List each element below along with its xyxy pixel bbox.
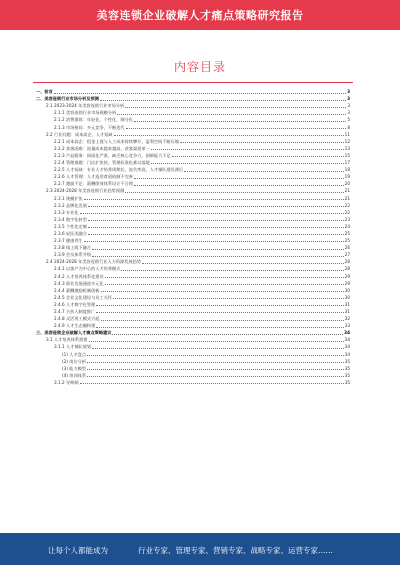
toc-entry-page: 3: [347, 96, 350, 102]
toc-entry-page: 32: [344, 316, 350, 322]
toc-entry[interactable]: [36, 322, 350, 329]
toc-entry[interactable]: [36, 102, 350, 109]
toc-entry-label: 2.4.1 以客户为中心的人才培养模式: [54, 266, 121, 272]
toc-entry-page: 12: [344, 138, 350, 144]
toc-entry-label: 2.2.2 获客困难：流量成本越来越高，获客渠道单一: [54, 145, 150, 151]
toc-entry-page: 8: [347, 124, 350, 130]
toc-entry-label: 2.2.5 人才短缺：专业人才培养周期长，流失率高，人才梯队建设滞后: [54, 167, 184, 173]
toc-leader-dots: [88, 206, 344, 207]
toc-entry-page: 3: [347, 89, 350, 95]
toc-leader-dots: [180, 142, 344, 143]
toc-entry[interactable]: [36, 287, 350, 294]
toc-entry-label: 2.3.3 专业化: [54, 209, 79, 215]
toc-entry-label: 2.1 2023-2024 年美容连锁行业市场分析: [46, 103, 125, 109]
toc-entry-label: 三、美容连锁企业破解人才痛点策略建议: [36, 330, 112, 336]
toc-entry-label: 2.2.6 人才管理：人才选用育留机制不完善: [54, 174, 133, 180]
toc-leader-dots: [87, 369, 344, 370]
toc-entry-label: 3.1.2 导师制: [54, 379, 79, 385]
toc-entry[interactable]: [36, 280, 350, 287]
toc-entry[interactable]: [36, 116, 350, 123]
toc-entry-page: 13: [344, 145, 350, 151]
toc-entry-page: 29: [344, 273, 350, 279]
toc-entry-label: 2.4.5 企业文化建设与员工关怀: [54, 294, 113, 300]
toc-entry-label: 2.3.2 品牌化发展: [54, 202, 87, 208]
toc-entry[interactable]: [36, 152, 350, 159]
toc-leader-dots: [100, 100, 346, 101]
toc-entry-label: 2.3 2024-2028 年美容连锁行业趋势预测: [46, 188, 125, 194]
toc-leader-dots: [101, 320, 344, 321]
toc-leader-dots: [87, 376, 344, 377]
toc-entry-page: 31: [344, 309, 350, 314]
toc-leader-dots: [96, 305, 343, 306]
toc-entry[interactable]: [36, 166, 350, 173]
toc-entry[interactable]: [36, 272, 350, 279]
toc-entry-label: 2.3.4 数字化转型: [54, 216, 87, 222]
toc-entry[interactable]: [36, 315, 350, 322]
toc-entry-page: 28: [344, 266, 350, 272]
toc-entry-page: 27: [344, 252, 350, 258]
toc-leader-dots: [92, 256, 344, 257]
toc-entry[interactable]: [36, 237, 350, 244]
toc-entry[interactable]: [36, 123, 350, 130]
toc-entry-page: 33: [344, 323, 350, 329]
toc-entry[interactable]: [36, 265, 350, 272]
toc-entry-page: 15: [344, 152, 350, 158]
toc-entry-page: 3: [347, 110, 350, 116]
toc-leader-dots: [92, 348, 344, 349]
toc-entry[interactable]: [36, 294, 350, 301]
toc-entry-page: 31: [344, 301, 350, 307]
toc-entry-label: 2.3.5 个性化定制: [54, 223, 87, 229]
toc-entry-label: 2.2.4 管理难题：门店扩张快，管理标准化难以落地: [54, 160, 150, 166]
toc-entry-page: 11: [344, 131, 350, 137]
toc-leader-dots: [113, 298, 344, 299]
toc-entry-page: 35: [344, 365, 350, 371]
toc-leader-dots: [151, 149, 344, 150]
toc-entry[interactable]: [36, 187, 350, 194]
toc-entry[interactable]: [36, 301, 350, 308]
toc-leader-dots: [142, 263, 344, 264]
toc-entry[interactable]: [36, 372, 350, 379]
toc-entry-page: 35: [344, 379, 350, 385]
toc-leader-dots: [134, 185, 344, 186]
footer-bar: [0, 533, 400, 565]
toc-entry-page: 34: [344, 344, 350, 350]
toc-entry[interactable]: [36, 138, 350, 145]
toc-entry[interactable]: [36, 336, 350, 343]
toc-leader-dots: [125, 192, 343, 193]
toc-entry-label: 2.3.7 健康养生: [54, 238, 83, 244]
toc-entry-label: 一、前言: [36, 89, 53, 95]
toc-entry-page: 22: [344, 202, 350, 208]
toc-entry-page: 34: [344, 330, 350, 336]
toc-entry[interactable]: [36, 230, 350, 237]
toc-entry-page: 5: [347, 117, 350, 123]
toc-entry[interactable]: [36, 216, 350, 223]
toc-entry-label: (4) 培训体系: [62, 372, 87, 378]
toc-entry[interactable]: [36, 244, 350, 251]
toc-entry-label: 2.1.2 消费群体：年轻化、个性化、细分化: [54, 117, 133, 123]
toc-leader-dots: [80, 213, 344, 214]
toc-entry[interactable]: [36, 308, 350, 315]
toc-entry-page: 26: [344, 245, 350, 251]
toc-entry[interactable]: [36, 251, 350, 258]
toc-entry-label: 2.3.9 会员体系升级: [54, 252, 92, 258]
toc-entry-page: 30: [344, 294, 350, 300]
toc-heading-divider: [33, 82, 353, 83]
toc-leader-dots: [126, 128, 347, 129]
toc-entry-label: 2.4.4 薪酬激励机制创新: [54, 287, 100, 293]
toc-entry[interactable]: [36, 343, 350, 350]
toc-entry-label: (1) 人才盘点: [62, 351, 87, 357]
toc-leader-dots: [105, 284, 344, 285]
toc-entry[interactable]: [36, 159, 350, 166]
toc-leader-dots: [151, 163, 344, 164]
toc-leader-dots: [84, 241, 344, 242]
toc-leader-dots: [87, 355, 344, 356]
toc-entry-label: 2.3.1 规模扩张: [54, 195, 83, 201]
toc-entry[interactable]: [36, 358, 350, 365]
toc-leader-dots: [88, 220, 344, 221]
toc-leader-dots: [184, 171, 343, 172]
toc-leader-dots: [54, 93, 346, 94]
toc-entry-page: 23: [344, 216, 350, 222]
toc-leader-dots: [172, 156, 344, 157]
toc-entry-label: 2.4 2024-2028 年美容连锁行业人力资源发展趋势: [46, 259, 141, 265]
toc-leader-dots: [134, 121, 346, 122]
toc-entry-page: 28: [344, 259, 350, 265]
toc-entry[interactable]: [36, 223, 350, 230]
toc-entry-label: 2.4.7 合伙人制度推广: [54, 309, 96, 314]
toc-entry-label: (3) 能力模型: [62, 365, 87, 371]
toc-entry-label: (2) 岗位分析: [62, 358, 87, 364]
toc-entry-page: 18: [344, 167, 350, 173]
toc-entry-page: 24: [344, 223, 350, 229]
toc-entry-page: 20: [344, 181, 350, 187]
toc-entry-page: 34: [344, 351, 350, 357]
toc-entry-label: 二、美容连锁行业市场分析及预测: [36, 96, 99, 102]
toc-entry-label: 2.4.6 人才数字化管理: [54, 301, 96, 307]
toc-leader-dots: [88, 234, 344, 235]
toc-entry-page: 17: [344, 160, 350, 166]
toc-leader-dots: [121, 270, 343, 271]
footer-slogan: 让每个人都能成为: [48, 546, 108, 555]
toc-leader-dots: [114, 135, 344, 136]
toc-entry-page: 21: [344, 188, 350, 194]
toc-entry-page: 35: [344, 358, 350, 364]
toc-entry-label: 2.2.1 成本高企：租金上涨与人工成本持续攀升，盈利空间不断压缩: [54, 138, 180, 144]
toc-entry[interactable]: [36, 350, 350, 357]
toc-entry-label: 2.4.2 人才培养体系化建设: [54, 273, 104, 279]
toc-entry-label: 2.2.3 产品服务：同质化严重，缺乏核心竞争力，创新能力不足: [54, 152, 171, 158]
toc-entry-label: 2.4.8 灵活用工模式兴起: [54, 316, 100, 322]
toc-leader-dots: [117, 114, 346, 115]
toc-entry[interactable]: [36, 379, 350, 386]
toc-entry-page: 21: [344, 195, 350, 201]
toc-leader-dots: [96, 327, 343, 328]
toc-entry-label: 2.4.9 人才生态圈构建: [54, 323, 96, 329]
toc-entry-page: 3: [347, 103, 350, 109]
toc-leader-dots: [87, 362, 344, 363]
toc-entry[interactable]: [36, 88, 350, 95]
toc-entry[interactable]: [36, 131, 350, 138]
toc-entry-label: 3.1.1 人才梯队规划: [54, 344, 92, 350]
toc-entry[interactable]: [36, 202, 350, 209]
toc-entry[interactable]: [36, 173, 350, 180]
toc-entry-page: 22: [344, 209, 350, 215]
toc-leader-dots: [84, 199, 344, 200]
toc-heading: 内容目录: [173, 60, 226, 74]
toc-leader-dots: [134, 178, 344, 179]
toc-entry-label: 2.1.3 市场格局：多元竞争，不断迭代: [54, 124, 125, 130]
toc-entry-page: 19: [344, 174, 350, 180]
toc-leader-dots: [101, 291, 344, 292]
toc-entry-page: 30: [344, 287, 350, 293]
toc-entry-label: 2.4.3 职业发展通道多元化: [54, 280, 104, 286]
toc-leader-dots: [80, 383, 344, 384]
report-header-bar: [0, 0, 400, 30]
toc-entry[interactable]: [36, 95, 350, 102]
footer-expert-list: 行业专家、管理专家、营销专家、战略专家、运营专家……: [138, 546, 333, 555]
toc-leader-dots: [125, 107, 346, 108]
toc-entry-page: 29: [344, 280, 350, 286]
toc-entry[interactable]: [36, 109, 350, 116]
report-title: 美容连锁企业破解人才痛点策略研究报告: [96, 9, 304, 22]
toc-entry[interactable]: [36, 194, 350, 201]
toc-entry-label: 2.2.7 激励不足：薪酬绩效体系设计不合理: [54, 181, 133, 187]
toc-entry[interactable]: [36, 329, 350, 336]
toc-entry-label: 2.2 行业问题：成本高企，人才短缺: [46, 131, 113, 137]
toc-leader-dots: [88, 227, 344, 228]
toc-leader-dots: [92, 249, 344, 250]
table-of-contents: [36, 88, 350, 386]
toc-entry-label: 2.3.6 轻医美融合: [54, 230, 87, 236]
toc-entry[interactable]: [36, 365, 350, 372]
toc-entry-page: 25: [344, 238, 350, 244]
toc-entry[interactable]: [36, 209, 350, 216]
toc-entry[interactable]: [36, 180, 350, 187]
toc-entry-label: 2.3.8 线上线下融合: [54, 245, 92, 251]
toc-entry-page: 35: [344, 372, 350, 378]
toc-leader-dots: [96, 312, 343, 313]
toc-leader-dots: [89, 341, 344, 342]
toc-entry-page: 34: [344, 337, 350, 343]
toc-leader-dots: [105, 277, 344, 278]
toc-entry-label: 3.1 人才培养体系搭建: [46, 337, 88, 343]
toc-entry[interactable]: [36, 258, 350, 265]
toc-entry-page: 25: [344, 230, 350, 236]
toc-entry[interactable]: [36, 145, 350, 152]
toc-leader-dots: [112, 334, 343, 335]
toc-entry-label: 2.1.1 美容连锁行业市场规模分析: [54, 110, 117, 116]
